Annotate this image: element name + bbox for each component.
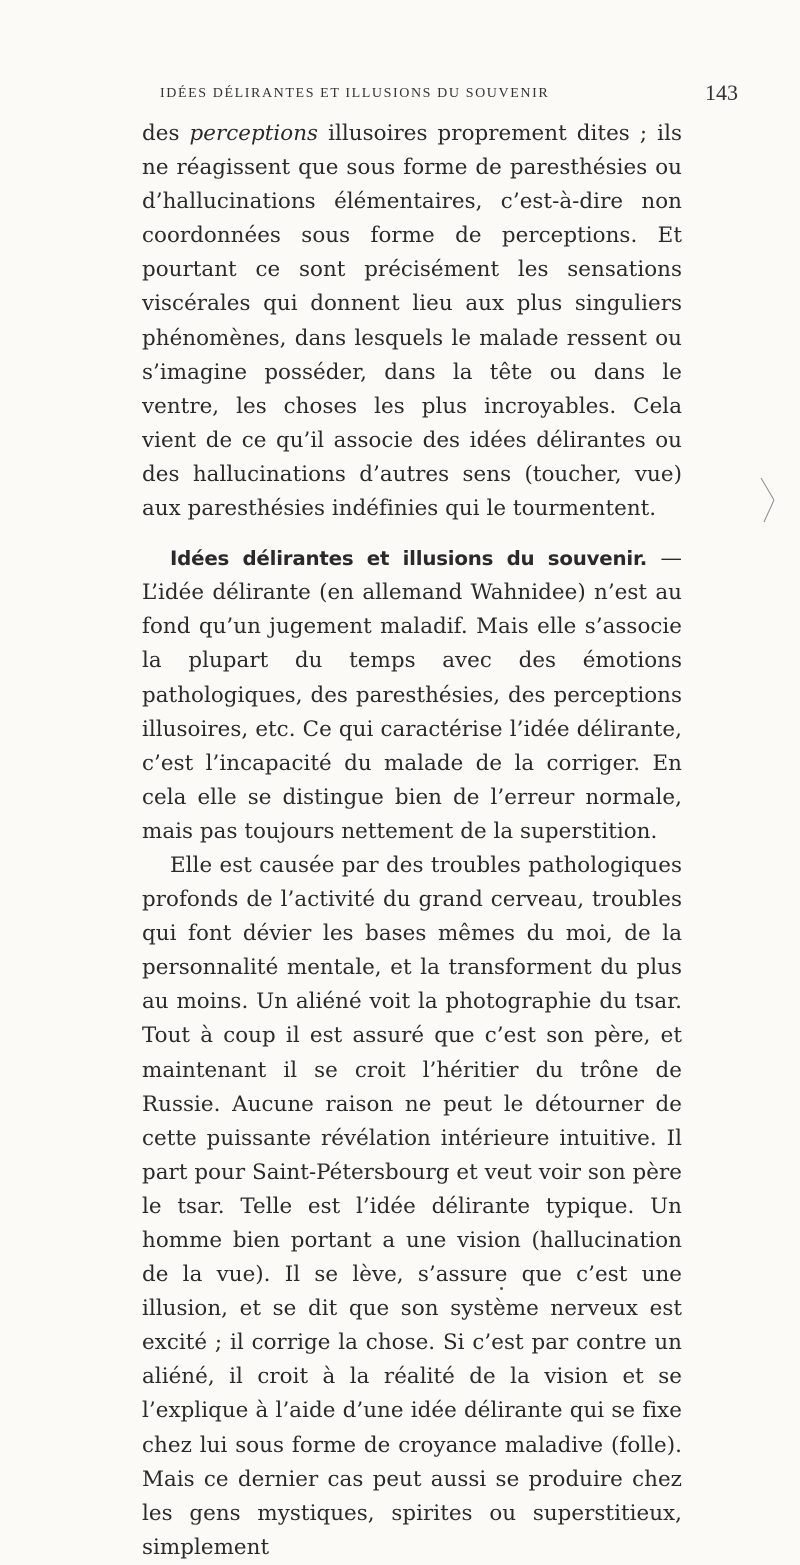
italic-term: perceptions <box>189 121 319 146</box>
page-number: 143 <box>705 80 738 105</box>
paragraph-continuation <box>142 117 682 526</box>
paragraph-section <box>142 542 682 849</box>
running-head <box>142 80 738 105</box>
margin-pencil-mark <box>760 476 776 524</box>
paragraph-text: — L’idée délirante (en allemand Wahnidee) n’est au fond qu’un jugement maladif. Mais elle s’associe la plupart du temps avec des émotions pathologiques, des paresthésies, des perceptions illusoires, etc. Ce qui caractérise l’idée délirante, c’est l’incapacité du malade de la corriger. En cela elle se distingue bien de l’erreur normale, mais pas toujours nettement de la superstition. <box>142 546 682 844</box>
section-heading: Idées délirantes et illusions du souvenir. <box>170 547 648 571</box>
running-title: IDÉES DÉLIRANTES ET ILLUSIONS DU SOUVENIR <box>160 86 550 101</box>
paragraph-lead: des <box>142 121 190 146</box>
paragraph-text: Elle est causée par des troubles pathologiques profonds de l’activité du grand cerveau, troubles qui font dévier les bases mêmes du moi, de la personnalité mentale, et la transforment du plus au moins. Un aliéné voit la photographie du tsar. Tout à coup il est assuré que c’est son père, et maintenant il se croit l’héritier du trône de Russie. Aucune raison ne peut le détourner de cette puissante révélation intérieure intuitive. Il part pour Saint-Pétersbourg et veut voir son père le tsar. Telle est l’idée délirante typique. Un homme bien portant a une vision (hallucination de la vue). Il se lève, s’assure que c’est une illusion, et se dit que son système nerveux est excité ; il corrige la chose. Si c’est par contre un aliéné, il croit à la réalité de la vision et se l’explique à l’aide d’une idée délirante qui se fixe chez lui sous forme de croyance maladive (folle). Mais ce dernier cas peut aussi se produire chez les gens mystiques, spirites ou superstitieux, simplement <box>142 852 682 1560</box>
body-text <box>142 117 682 1565</box>
print-speck <box>500 1287 503 1290</box>
paragraph-text: illusoires proprement dites ; ils ne réagissent que sous forme de paresthésies ou d’hallucinations élémentaires, c’est-à-dire non coordonnées sous forme de perceptions. Et pourtant ce sont précisément les sensations viscérales qui donnent lieu aux plus singuliers phénomènes, dans lesquels le malade ressent ou s’imagine posséder, dans la tête ou dans le ventre, les choses les plus incroyables. Cela vient de ce qu’il associe des idées délirantes ou des hallucinations d’autres sens (toucher, vue) aux paresthésies indéfinies qui le tourmentent. <box>142 121 682 522</box>
paragraph <box>142 849 682 1565</box>
